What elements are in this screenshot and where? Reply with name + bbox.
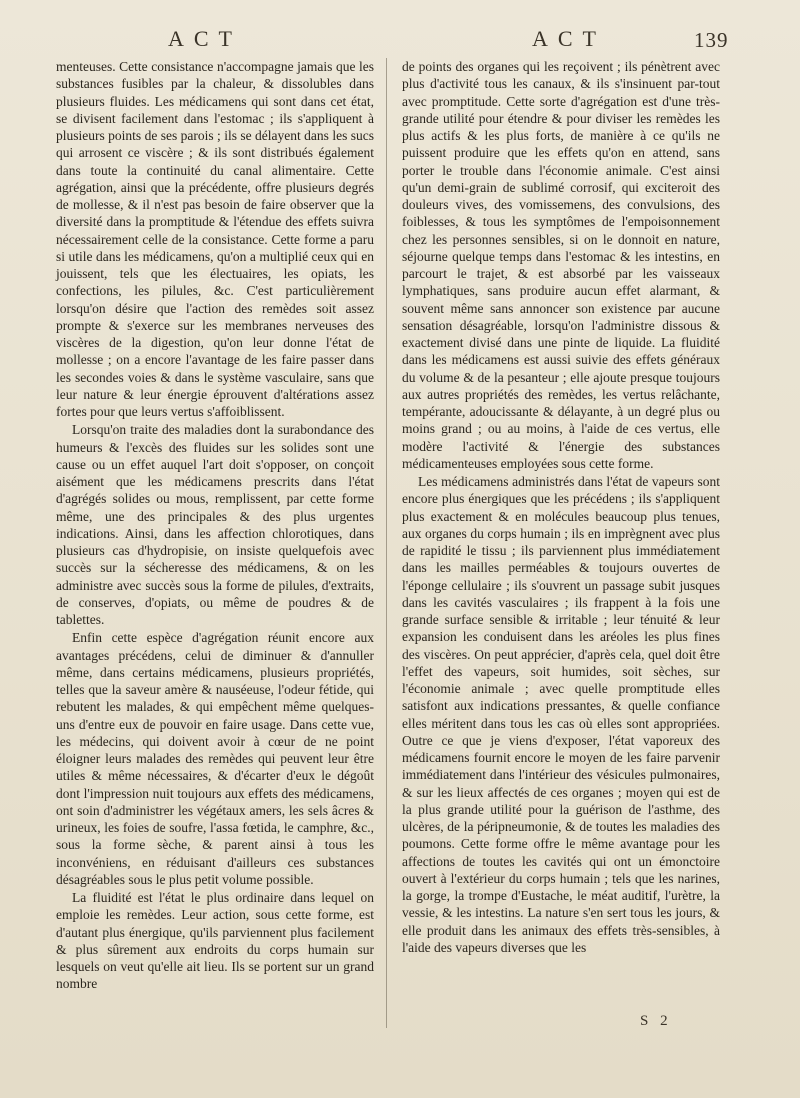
paragraph: Enfin cette espèce d'agrégation réunit encore aux avantages précédens, celui de diminuer & d'annuller même, dans certains médicamens, plusieurs propriétés, telles que la saveur amère & nauséeuse, l'odeur fétide, qui rebutent les malades, & qui empêchent même quelques-uns d'entre eux de pouvoir en faire usage. Dans cette vue, les médecins, qui doivent avoir à cœur de ne point éloigner leurs malades des remèdes qui peuvent leur être utiles & même nécessaires, & d'écarter d'eux le dégoût dont l'impression nuit toujours aux effets des médicamens, ont soin d'administrer les végétaux amers, les sels âcres & urineux, les foies de soufre, l'assa fœtida, le camphre, &c., sous la forme sèche, & parent ainsi à tous les inconvéniens, en réduisant d'ailleurs ces substances désagréables sous le plus petit volume possible. (56, 630, 374, 887)
running-head-left: ACT (168, 26, 242, 51)
page-number: 139 (694, 28, 729, 52)
paragraph: La fluidité est l'état le plus ordinaire dans lequel on emploie les remèdes. Leur action, sous cette forme, est d'autant plus énergique, qu'ils parviennent plus facilement & plus sûrement aux endroits du corps humain sur lesquels on veut qu'elle ait lieu. Ils se portent sur un grand nombre (56, 890, 374, 992)
right-column (402, 58, 720, 956)
paragraph: Lorsqu'on traite des maladies dont la surabondance des humeurs & l'excès des fluides sur les solides sont une cause ou un effet auquel l'art doit s'opposer, on conçoit aisément que les médicamens prescrits dans l'état d'agrégés solides ou mous, remplissent, par cette forme même, une des principales & des plus urgentes indications. Ainsi, dans les affection chlorotiques, dans plusieurs cas d'hydropisie, on insiste quelquefois avec succès sur la sécheresse des médicamens, & on les administre avec succès sous la forme de pilules, d'extraits, de conserves, d'opiats, ou même de poudres & de tablettes. (56, 422, 374, 627)
running-head-right: ACT (532, 26, 606, 51)
paragraph: de points des organes qui les reçoivent ; ils pénètrent avec plus d'activité tous les canaux, & ils s'insinuent par-tout avec promptitude. Cette sorte d'agrégation est d'une très-grande utilité pour étendre & pour diviser les remèdes les plus actifs & les plus forts, de manière à ce qu'ils ne puissent produire que les effets qu'on en attend, sans porter le trouble dans l'économie animale. C'est ainsi qu'un demi-grain de sublimé corrosif, qui exciteroit des douleurs vives, des vomissemens, des convulsions, des foiblesses, & tous les symptômes de l'empoisonnement chez les personnes sensibles, si on le donnoit en nature, séjourne quelque temps dans l'estomac & les intestins, en parcourt le trajet, & est absorbé par les vaisseaux lymphatiques, sans produire aucun effet alarmant, & souvent même sans annoncer son existence par aucune sensation désagréable, lorsqu'on l'administre dissous & exactement divisé dans une pinte de liquide. La fluidité dans les médicamens est aussi suivie des effets généraux du volume & de la pesanteur ; elle ajoute presque toujours aux autres propriétés des remèdes, les vertus relâchante, tempérante, adoucissante & délayante, à un degré plus ou moins grand ; ou au moins, à l'aide de ces vertus, elle modère l'activité & l'énergie des substances médicamenteuses employées sous cette forme. (402, 59, 720, 471)
paragraph: menteuses. Cette consistance n'accompagne jamais que les substances fusibles par la chaleur, & dissolubles dans plusieurs fluides. Les médicamens qui sont dans cet état, se divisent facilement dans l'estomac ; ils s'appliquent à plusieurs points de ses parois ; ils se délayent dans les sucs qui arrosent ce viscère ; & ils sont distribués également dans toute la continuité du canal alimentaire. Cette agrégation, ainsi que la précédente, offre plusieurs degrés de mollesse, & il n'est pas besoin de faire observer que la diversité dans la promptitude & l'étendue des effets suivra nécessairement celle de la consistance. Cette forme a paru si utile dans les médicamens, qu'on a multiplié ceux qui en jouissent, tels que les électuaires, les opiats, les confections, les pilules, &c. C'est particulièrement lorsqu'on désire que l'action des remèdes soit assez prompte & s'exerce sur les membranes nerveuses des viscères de la digestion, qu'on leur donne l'état de mollesse ; on a encore l'avantage de les faire passer dans les secondes voies & dans le système vasculaire, sans que leur nature & leur énergie éprouvent d'altérations assez fortes pour que leurs vertus s'affoiblissent. (56, 59, 374, 419)
column-divider (386, 58, 387, 1028)
left-column (56, 58, 374, 993)
paragraph: Les médicamens administrés dans l'état de vapeurs sont encore plus énergiques que les précédens ; ils s'appliquent plus exactement & en molécules beaucoup plus tenues, aux organes du corps humain ; ils en imprègnent avec plus de rapidité le tissu ; ils parviennent plus immédiatement dans les mailles perméables & toujours ouvertes de l'éponge cellulaire ; ils s'ouvrent un passage subit jusques dans les cavités vasculaires ; ils frappent à la fois une grande surface sensible & irritable ; leur ténuité & leur expansion les conduisent dans les aréoles les plus fines des viscères. On peut apprécier, d'après cela, quel doit être l'effet des vapeurs, soit humides, soit sèches, sur l'économie animale ; avec quelle promptitude elles satisfont aux indications pressantes, & quelle confiance elles méritent dans tous les cas où elles sont appropriées. Outre ce que je viens d'exposer, l'état vaporeux des médicamens fournit encore le moyen de les faire parvenir immédiatement dans l'intérieur des vésicules pulmonaires, & sur les lieux affectés de ces organes ; moyen qui est de la plus grande utilité pour la guérison de l'asthme, des ulcères, de la péripneumonie, & de toutes les maladies des poumons. Cette forme offre le même avantage pour les affections de toutes les cavités qui ont un émonctoire ouvert à l'extérieur du corps humain ; tels que les narines, la gorge, la trompe d'Eustache, le méat auditif, l'urètre, la vessie, & les intestins. La nature s'en sert tous les jours, & elle produit dans les animaux des effets très-sensibles, à l'aide des vapeurs diverses que les (402, 474, 720, 955)
signature-mark: S 2 (640, 1013, 672, 1029)
